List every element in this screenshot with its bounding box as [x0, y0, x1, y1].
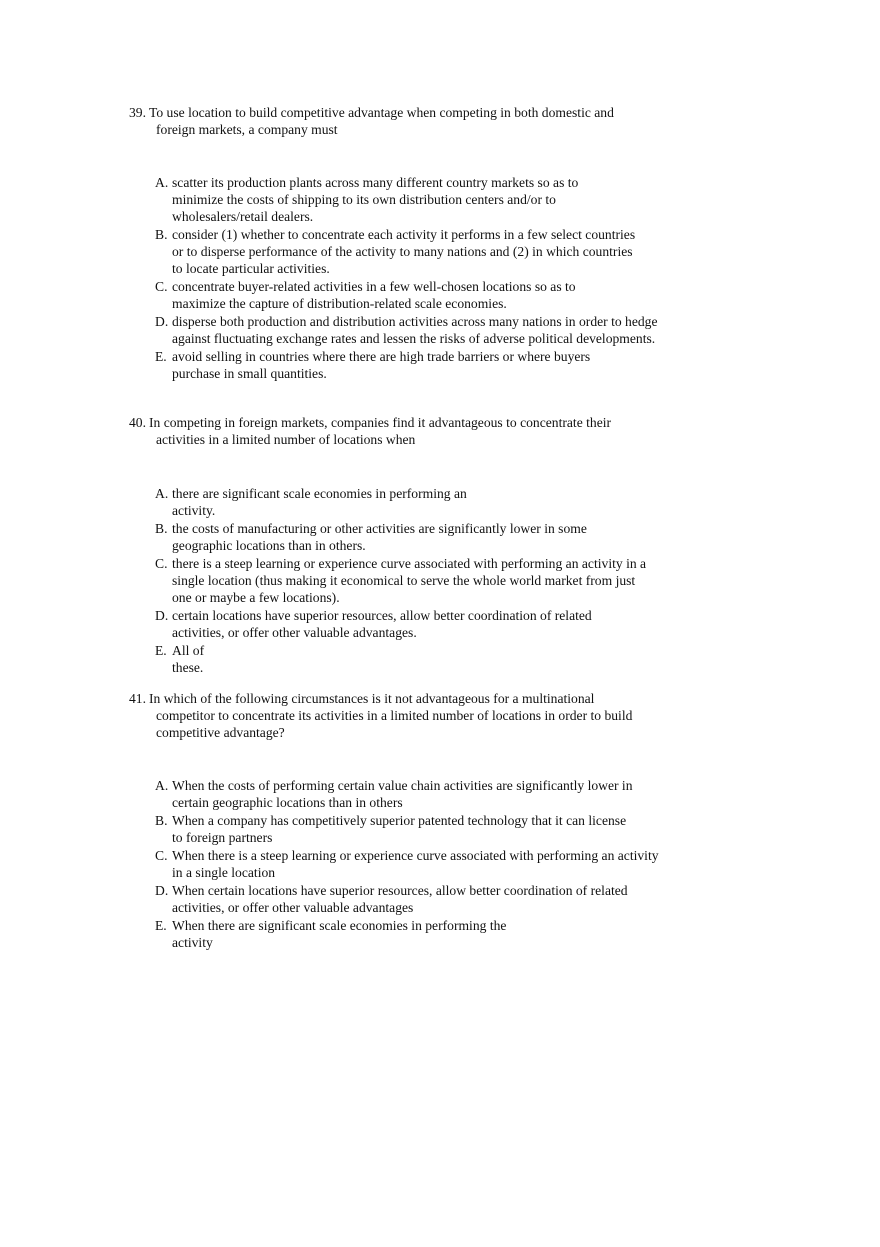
option-text: scatter its production plants across many different country markets so as to minimize the costs of shipping to its own distribution centers and/or to wholesalers/retail dealers.	[172, 175, 579, 224]
option-a	[155, 777, 667, 811]
question-39-stem	[129, 104, 649, 138]
question-text: In competing in foreign markets, companies find it advantageous to concentrate their activities in a limited number of locations when	[149, 415, 612, 447]
option-letter: B.	[155, 227, 168, 242]
option-d	[155, 607, 637, 641]
option-letter: B.	[155, 813, 168, 828]
option-letter: E.	[155, 643, 167, 658]
question-text: In which of the following circumstances is it not advantageous for a multinational competitor to concentrate its activities in a limited number of locations in order to build competitive advantage?	[149, 691, 633, 740]
option-letter: D.	[155, 883, 169, 898]
option-a	[155, 485, 507, 519]
option-d	[155, 313, 667, 347]
option-letter: E.	[155, 349, 167, 364]
option-letter: C.	[155, 848, 168, 863]
option-letter: D.	[155, 314, 169, 329]
question-number: 40.	[129, 415, 146, 430]
option-text: there are significant scale economies in performing an activity.	[172, 486, 467, 518]
option-text: the costs of manufacturing or other activities are significantly lower in some geographic locations than in others.	[172, 521, 587, 553]
option-text: consider (1) whether to concentrate each activity it performs in a few select countries or to disperse performance of the activity to many nations and (2) in which countries to locate particular activities.	[172, 227, 636, 276]
question-number: 39.	[129, 105, 146, 120]
option-e	[155, 642, 234, 676]
question-41-stem	[129, 690, 634, 741]
option-letter: C.	[155, 279, 168, 294]
option-letter: A.	[155, 486, 169, 501]
option-a	[155, 174, 612, 225]
option-text: concentrate buyer-related activities in a few well-chosen locations so as to maximize the capture of distribution-related scale economies.	[172, 279, 576, 311]
option-e	[155, 917, 527, 951]
option-text: All of these.	[172, 643, 205, 675]
option-c	[155, 555, 657, 606]
option-letter: A.	[155, 175, 169, 190]
option-text: avoid selling in countries where there are high trade barriers or where buyers purchase in small quantities.	[172, 349, 591, 381]
option-text: When certain locations have superior resources, allow better coordination of related activities, or offer other valuable advantages	[172, 883, 628, 915]
option-b	[155, 226, 642, 277]
option-b	[155, 812, 632, 846]
option-text: When there is a steep learning or experience curve associated with performing an activity in a single location	[172, 848, 659, 880]
option-c	[155, 278, 627, 312]
option-e	[155, 348, 632, 382]
option-text: When there are significant scale economies in performing the activity	[172, 918, 507, 950]
option-b	[155, 520, 632, 554]
option-text: When a company has competitively superior patented technology that it can license to foreign partners	[172, 813, 627, 845]
option-letter: D.	[155, 608, 169, 623]
option-d	[155, 882, 637, 916]
question-40-options	[155, 485, 657, 677]
option-text: certain locations have superior resources, allow better coordination of related activities, or offer other valuable advantages.	[172, 608, 592, 640]
question-40-stem	[129, 414, 649, 448]
option-text: When the costs of performing certain value chain activities are significantly lower in certain geographic locations than in others	[172, 778, 633, 810]
option-letter: A.	[155, 778, 169, 793]
option-letter: B.	[155, 521, 168, 536]
option-c	[155, 847, 662, 881]
question-39-options	[155, 174, 667, 383]
option-letter: E.	[155, 918, 167, 933]
question-41-options	[155, 777, 667, 952]
option-letter: C.	[155, 556, 168, 571]
option-text: disperse both production and distribution activities across many nations in order to hedge against fluctuating exchange rates and lessen the risks of adverse political developments.	[172, 314, 658, 346]
option-text: there is a steep learning or experience curve associated with performing an activity in a single location (thus making it economical to serve the whole world market from just one or maybe a few locations).	[172, 556, 647, 605]
question-text: To use location to build competitive advantage when competing in both domestic and foreign markets, a company must	[149, 105, 614, 137]
question-number: 41.	[129, 691, 146, 706]
